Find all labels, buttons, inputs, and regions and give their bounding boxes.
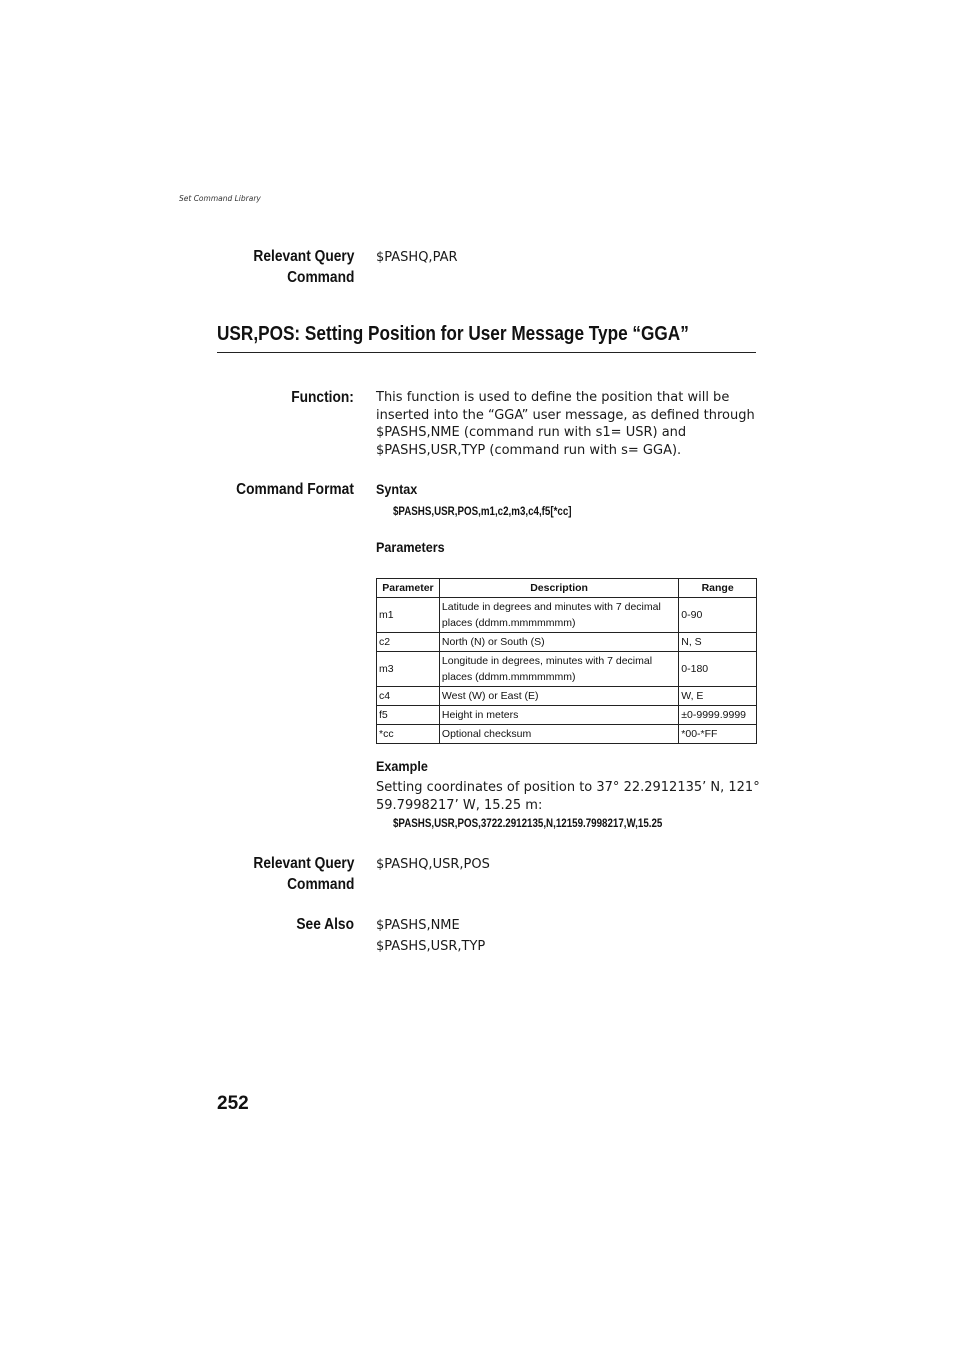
example-line: Setting coordinates of position to 37° 22.2912135’ N, 121° [376, 780, 760, 795]
relevant-query-label-top [253, 246, 354, 288]
example-heading: Example [376, 758, 428, 774]
description-line: places (ddmm.mmmmmmm) [441, 617, 576, 629]
table-cell-range: *00-*FF [679, 725, 757, 744]
table-cell-description: North (N) or South (S) [439, 633, 678, 652]
example-line: 59.7998217’ W, 15.25 m: [376, 797, 543, 813]
table-cell-parameter: *cc [377, 725, 440, 744]
table-cell-parameter: m1 [377, 598, 440, 633]
see-also-list [376, 915, 485, 957]
relevant-query-label-bottom [253, 853, 354, 895]
see-also-item: $PASHS,USR,TYP [376, 939, 486, 954]
function-line: inserted into the “GGA” user message, as defined through [376, 407, 755, 423]
table-row [377, 652, 757, 687]
parameters-table [376, 578, 757, 744]
relevant-query-value-top: $PASHQ,PAR [376, 250, 458, 265]
description-line: places (ddmm.mmmmmmm) [441, 671, 576, 683]
description-line: Latitude in degrees and minutes with 7 decimal [441, 601, 661, 613]
table-row [377, 725, 757, 744]
table-cell-range: N, S [679, 633, 757, 652]
relevant-query-label-line2: Command [286, 269, 354, 286]
relevant-query-label-line1: Relevant Query [253, 248, 354, 265]
table-cell-range: 0-180 [679, 652, 757, 687]
table-cell-description: Optional checksum [439, 725, 678, 744]
description-line: Longitude in degrees, minutes with 7 decimal [441, 655, 653, 667]
table-header-row [377, 579, 757, 598]
page-number: 252 [217, 1093, 249, 1114]
table-cell-description: West (W) or East (E) [439, 687, 678, 706]
relevant-query-label-line2: Command [286, 876, 354, 893]
running-head: Set Command Library [179, 194, 261, 203]
table-header-range: Range [679, 579, 757, 598]
function-line: $PASHS,USR,TYP (command run with s= GGA). [376, 442, 682, 458]
function-line: This function is used to define the position that will be [376, 390, 730, 405]
table-cell-parameter: c2 [377, 633, 440, 652]
table-cell-range: 0-90 [679, 598, 757, 633]
table-cell-description [439, 652, 678, 687]
see-also-label: See Also [296, 916, 354, 933]
syntax-command: $PASHS,USR,POS,m1,c2,m3,c4,f5[*cc] [393, 506, 572, 518]
function-label: Function: [291, 389, 354, 406]
table-cell-parameter: m3 [377, 652, 440, 687]
command-format-label: Command Format [236, 481, 354, 498]
table-cell-description: Height in meters [439, 706, 678, 725]
table-row [377, 706, 757, 725]
table-header-parameter: Parameter [377, 579, 440, 598]
table-cell-parameter: c4 [377, 687, 440, 706]
table-cell-range: ±0-9999.9999 [679, 706, 757, 725]
parameters-heading: Parameters [376, 539, 445, 555]
relevant-query-label-line1: Relevant Query [253, 855, 354, 872]
table-row [377, 598, 757, 633]
table-row [377, 687, 757, 706]
function-line: $PASHS,NME (command run with s1= USR) and [376, 425, 687, 440]
relevant-query-value-bottom: $PASHQ,USR,POS [376, 857, 490, 872]
section-title-rule [217, 352, 756, 353]
see-also-item: $PASHS,NME [376, 918, 460, 933]
example-command: $PASHS,USR,POS,3722.2912135,N,12159.7998217,W,15.25 [393, 818, 663, 830]
table-cell-parameter: f5 [377, 706, 440, 725]
syntax-heading: Syntax [376, 481, 418, 497]
section-title: USR,POS: Setting Position for User Message Type “GGA” [217, 323, 689, 345]
example-description [376, 779, 761, 814]
table-cell-description [439, 598, 678, 633]
table-cell-range: W, E [679, 687, 757, 706]
table-row [377, 633, 757, 652]
function-description [376, 389, 761, 459]
table-header-description: Description [439, 579, 678, 598]
